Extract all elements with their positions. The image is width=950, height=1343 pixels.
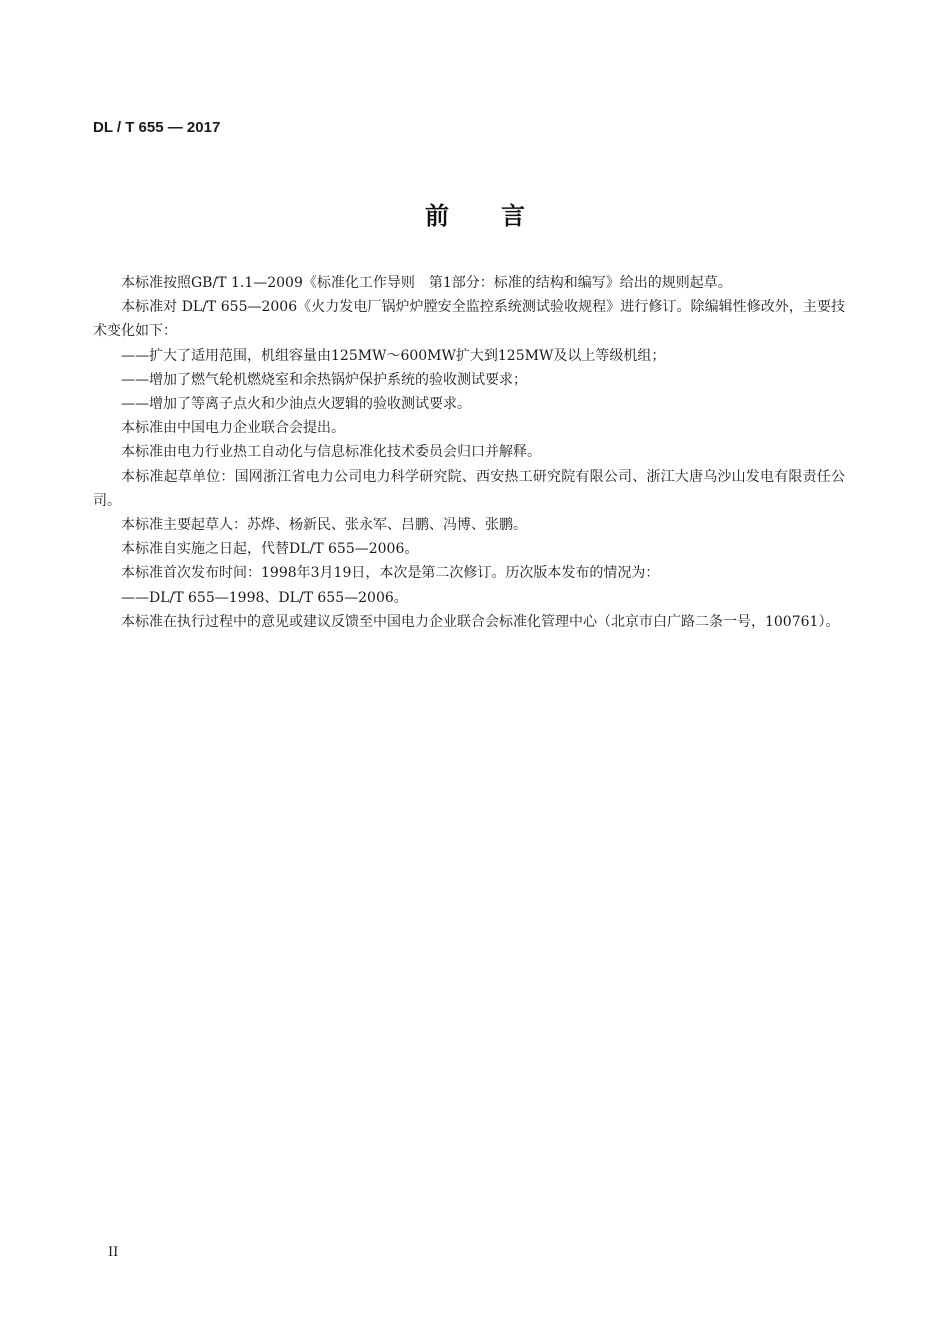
paragraph-revision: 本标准对 DL/T 655—2006《火力发电厂锅炉炉膛安全监控系统测试验收规程》进行修订。除编辑性修改外，主要技术变化如下： (93, 299, 845, 340)
page-header (93, 119, 220, 136)
paragraph-drafting-units: 本标准起草单位：国网浙江省电力公司电力科学研究院、西安热工研究院有限公司、浙江大唐乌沙山发电有限责任公司。 (93, 468, 845, 509)
history-item-versions: ——DL/T 655—1998、DL/T 655—2006。 (121, 589, 408, 606)
paragraph-feedback: 本标准在执行过程中的意见或建议反馈至中国电力企业联合会标准化管理中心（北京市白广路二条一号，100761）。 (121, 613, 840, 630)
paragraph-proposer: 本标准由中国电力企业联合会提出。 (121, 420, 345, 437)
change-item-gas-turbine: ——增加了燃气轮机燃烧室和余热锅炉保护系统的验收测试要求； (121, 371, 527, 388)
change-item-ignition: ——增加了等离子点火和少油点火逻辑的验收测试要求。 (121, 396, 471, 413)
paragraph-replaces: 本标准自实施之日起，代替DL/T 655—2006。 (121, 541, 419, 558)
paragraph-committee: 本标准由电力行业热工自动化与信息标准化技术委员会归口并解释。 (121, 444, 541, 461)
foreword-body (93, 271, 845, 634)
paragraph-history: 本标准首次发布时间：1998年3月19日，本次是第二次修订。历次版本发布的情况为： (121, 565, 660, 582)
section-title: 前言 (425, 202, 577, 230)
standard-code: DL / T 655 — 2017 (93, 119, 221, 136)
paragraph-drafting-rules: 本标准按照GB/T 1.1—2009《标准化工作导则 第1部分：标准的结构和编写》给出的规则起草。 (121, 275, 732, 291)
page-number: II (108, 1245, 119, 1260)
paragraph-drafters: 本标准主要起草人：苏烨、杨新民、张永军、吕鹏、冯博、张鹏。 (121, 517, 527, 534)
change-item-scope: ——扩大了适用范围，机组容量由125MW～600MW扩大到125MW及以上等级机组； (121, 347, 666, 364)
